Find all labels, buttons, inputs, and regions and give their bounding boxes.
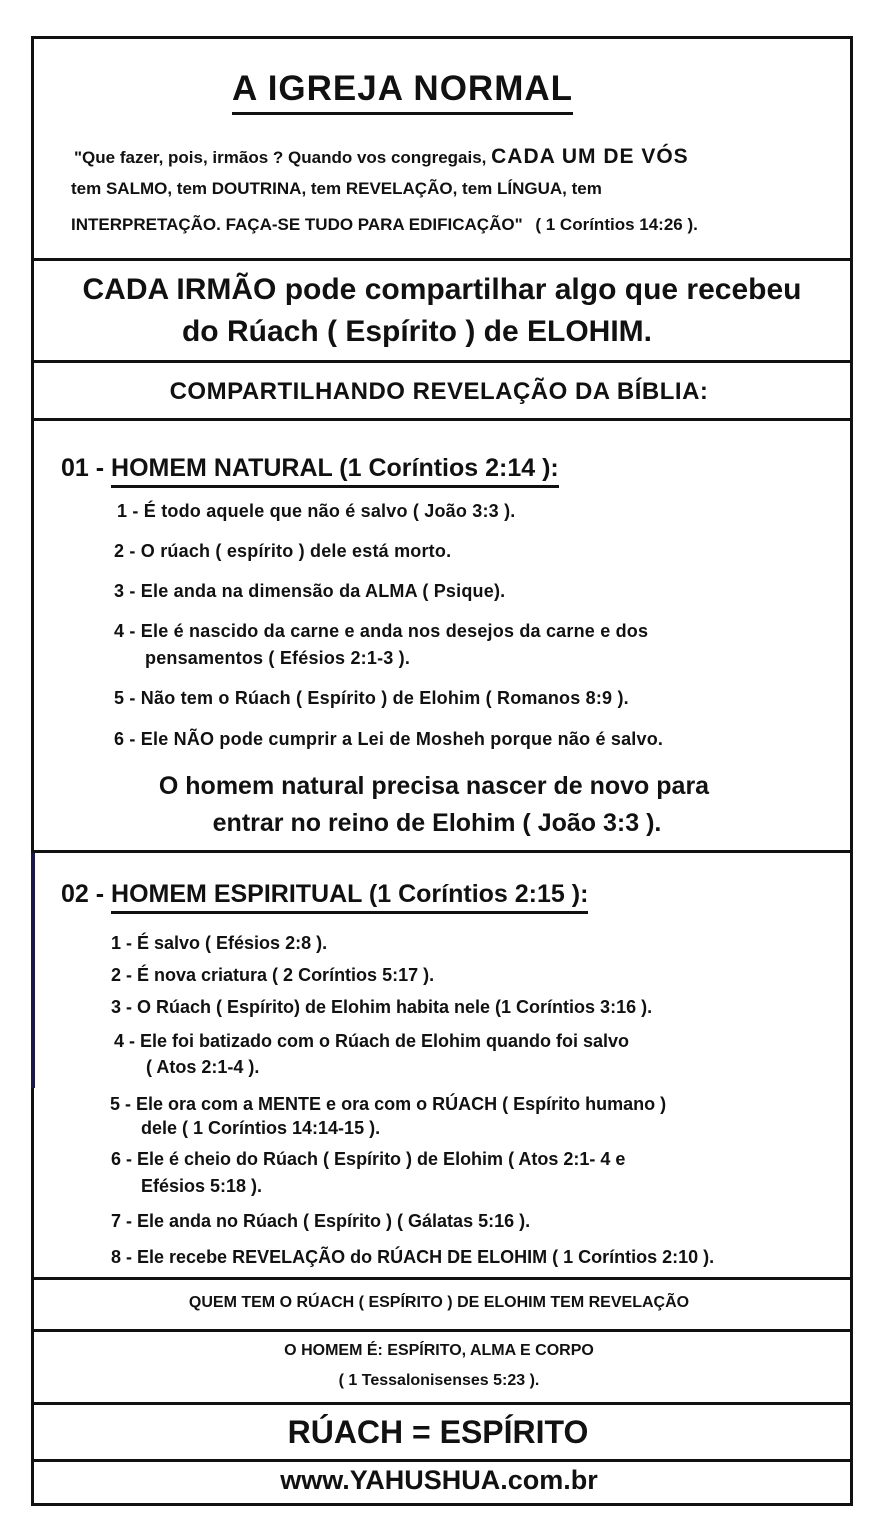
list-item: 2 - O rúach ( espírito ) dele está morto. [114, 541, 452, 561]
list-item: 6 - Ele NÃO pode cumprir a Lei de Mosheh porque não é salvo. [114, 729, 664, 749]
quote-emphasis: CADA UM DE VÓS [491, 145, 689, 168]
divider [34, 850, 850, 853]
divider [34, 418, 850, 421]
quote-line-2: tem SALMO, tem DOUTRINA, tem REVELAÇÃO, tem LÍNGUA, tem [71, 179, 602, 198]
revelation-statement: QUEM TEM O RÚACH ( ESPÍRITO ) DE ELOHIM TEM REVELAÇÃO [188, 1294, 690, 1311]
quote-line-1-text: "Que fazer, pois, irmãos ? Quando vos congregais, [74, 148, 487, 167]
page-title: A IGREJA NORMAL [232, 69, 573, 115]
divider [34, 1277, 850, 1280]
conclusion-line-1: O homem natural precisa nascer de novo para [158, 772, 710, 800]
divider [34, 1329, 850, 1332]
list-item-continued: pensamentos ( Efésios 2:1-3 ). [145, 648, 411, 668]
banner-line-2: do Rúach ( Espírito ) de ELOHIM. [181, 315, 652, 348]
quote-line-3-text: INTERPRETAÇÃO. FAÇA-SE TUDO PARA EDIFICAÇÃO" [71, 215, 523, 234]
list-item: 4 - Ele foi batizado com o Rúach de Elohim quando foi salvo [114, 1031, 630, 1051]
list-item-continued: ( Atos 2:1-4 ). [146, 1057, 260, 1077]
list-item-continued: Efésios 5:18 ). [141, 1176, 263, 1196]
quote-line-3 [71, 215, 698, 235]
divider [34, 258, 850, 261]
section-1-number: 01 - [61, 454, 105, 482]
list-item: 1 - É salvo ( Efésios 2:8 ). [111, 933, 328, 953]
list-item: 2 - É nova criatura ( 2 Coríntios 5:17 ). [111, 965, 435, 985]
man-statement: O HOMEM É: ESPÍRITO, ALMA E CORPO [284, 1342, 594, 1359]
list-item: 3 - Ele anda na dimensão da ALMA ( Psique). [114, 581, 506, 601]
edge-stripe [31, 853, 35, 1088]
list-item: 8 - Ele recebe REVELAÇÃO do RÚACH DE ELOHIM ( 1 Coríntios 2:10 ). [111, 1247, 715, 1267]
list-item: 1 - É todo aquele que não é salvo ( João 3:3 ). [117, 501, 516, 521]
banner-line-1: CADA IRMÃO pode compartilhar algo que recebeu [82, 273, 802, 306]
divider [34, 360, 850, 363]
section-2-number: 02 - [61, 880, 105, 908]
list-item: 6 - Ele é cheio do Rúach ( Espírito ) de Elohim ( Atos 2:1- 4 e [111, 1149, 626, 1169]
quote-line-1 [74, 145, 689, 169]
website-link[interactable]: www.YAHUSHUA.com.br [280, 1465, 598, 1495]
list-item: 3 - O Rúach ( Espírito) de Elohim habita nele (1 Coríntios 3:16 ). [111, 997, 653, 1017]
list-item: 5 - Ele ora com a MENTE e ora com o RÚACH ( Espírito humano ) [110, 1094, 667, 1114]
ruach-definition: RÚACH = ESPÍRITO [287, 1414, 589, 1450]
section-1-heading [61, 454, 559, 483]
section-2-heading [61, 880, 588, 909]
list-item-continued: dele ( 1 Coríntios 14:14-15 ). [141, 1118, 381, 1138]
man-reference: ( 1 Tessalonisenses 5:23 ). [338, 1372, 540, 1389]
section-1-title: HOMEM NATURAL (1 Coríntios 2:14 ): [111, 454, 559, 488]
conclusion-line-2: entrar no reino de Elohim ( João 3:3 ). [212, 809, 662, 837]
divider [34, 1402, 850, 1405]
page-frame [31, 36, 853, 1506]
subheading: COMPARTILHANDO REVELAÇÃO DA BÍBLIA: [169, 378, 709, 405]
list-item: 4 - Ele é nascido da carne e anda nos desejos da carne e dos [114, 621, 649, 641]
section-2-title: HOMEM ESPIRITUAL (1 Coríntios 2:15 ): [111, 880, 588, 914]
quote-reference: ( 1 Coríntios 14:26 ). [535, 215, 698, 234]
divider [34, 1459, 850, 1462]
list-item: 5 - Não tem o Rúach ( Espírito ) de Elohim ( Romanos 8:9 ). [114, 688, 629, 708]
list-item: 7 - Ele anda no Rúach ( Espírito ) ( Gálatas 5:16 ). [111, 1211, 531, 1231]
